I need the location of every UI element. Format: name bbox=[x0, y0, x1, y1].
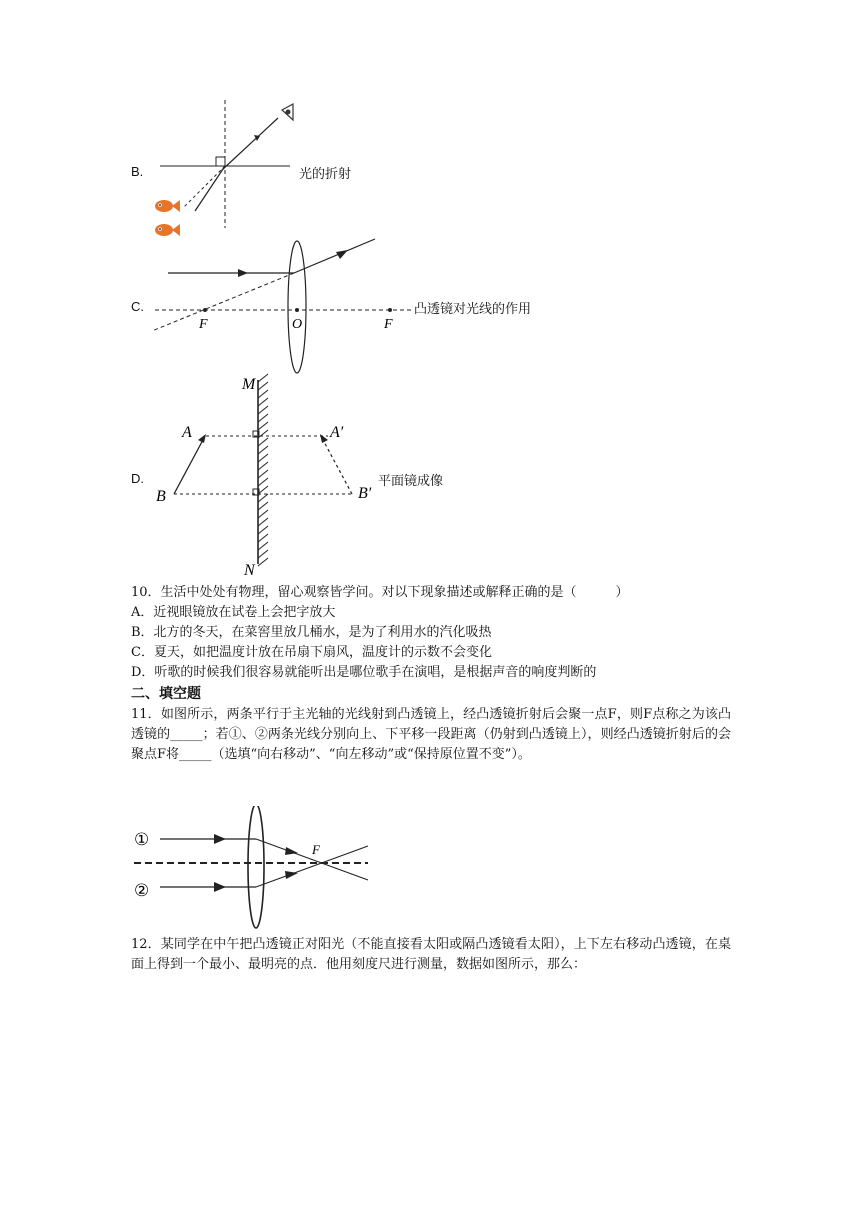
focus-right-label: F bbox=[384, 317, 393, 332]
ray-1-label: ① bbox=[134, 830, 150, 849]
focus-label: F bbox=[312, 842, 320, 857]
q12-text: 12．某同学在中午把凸透镜正对阳光（不能直接看太阳或隔凸透镜看太阳），上下左右移动凸透镜，在桌面上得到一个最小、最明亮的点．他用刻度尺进行测量，数据如图所示，那么： bbox=[131, 937, 731, 972]
q10-option: A．近视眼镜放在试卷上会把字放大 bbox=[131, 605, 336, 620]
q10-stem: 10．生活中处处有物理，留心观察皆学问。对以下现象描述或解释正确的是（ ） bbox=[131, 585, 629, 600]
fish-icon bbox=[155, 200, 180, 212]
point-a-prime-label: A′ bbox=[330, 424, 344, 441]
convex-lens-diagram bbox=[150, 235, 420, 375]
section-title: 二、填空题 bbox=[131, 686, 201, 702]
mirror-m-label: M bbox=[242, 376, 256, 393]
point-b-label: B bbox=[156, 488, 166, 505]
q10-option: C．夏天，如把温度计放在吊扇下扇风，温度计的示数不会变化 bbox=[131, 645, 492, 660]
option-b-label: B. bbox=[131, 164, 144, 179]
option-d-label: D. bbox=[131, 471, 144, 486]
point-a-label: A bbox=[182, 424, 192, 441]
ray-2-label: ② bbox=[134, 881, 150, 900]
option-b-caption: 光的折射 bbox=[299, 167, 352, 182]
mirror-n-label: N bbox=[244, 562, 255, 577]
converging-rays-diagram bbox=[130, 806, 375, 932]
focus-left-label: F bbox=[199, 317, 208, 332]
refraction-diagram bbox=[150, 98, 300, 248]
plane-mirror-diagram bbox=[150, 372, 380, 577]
eye-icon bbox=[282, 104, 293, 120]
option-c-caption: 凸透镜对光线的作用 bbox=[414, 302, 532, 317]
option-c-label: C. bbox=[131, 299, 144, 314]
q10-option: D．听歌的时候我们很容易就能听出是哪位歌手在演唱，是根据声音的响度判断的 bbox=[131, 665, 597, 680]
q10-option: B．北方的冬天，在菜窖里放几桶水，是为了利用水的汽化吸热 bbox=[131, 625, 492, 640]
option-d-caption: 平面镜成像 bbox=[378, 474, 444, 489]
point-b-prime-label: B′ bbox=[358, 485, 372, 502]
optical-center-label: O bbox=[292, 317, 303, 332]
q11-text: 11．如图所示，两条平行于主光轴的光线射到凸透镜上，经凸透镜折射后会聚一点F，则F点称之为该凸透镜的_____；若①、②两条光线分别向上、下平移一段距离（仍射到凸透镜上），则经凸透镜折射后的会聚点F将_____（选填“向右移动”、“向左移动”或“保持原位置不变”）。 bbox=[131, 707, 731, 762]
